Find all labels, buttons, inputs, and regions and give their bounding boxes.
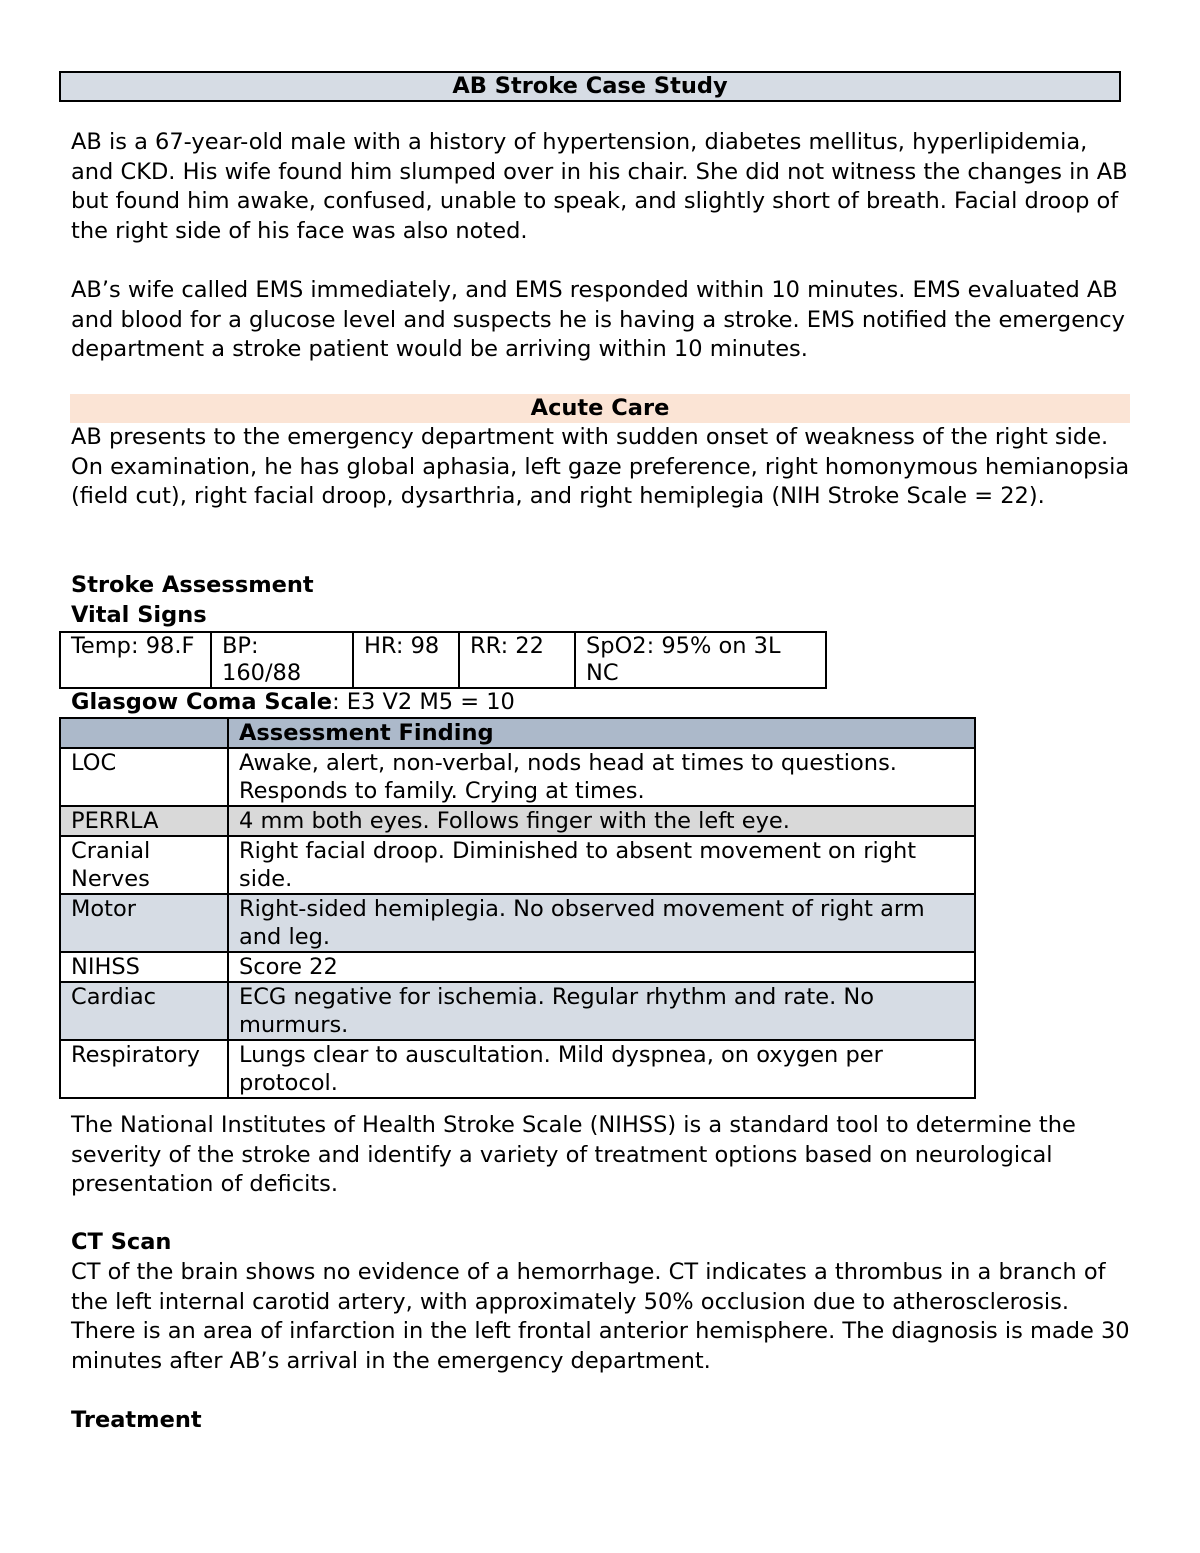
table-row [60, 806, 975, 836]
vital-temp: Temp: 98.F [60, 632, 211, 688]
table-row [60, 1040, 975, 1098]
table-row [60, 836, 975, 894]
row-label: Respiratory [60, 1040, 228, 1098]
gcs-value: : E3 V2 M5 = 10 [332, 689, 515, 715]
glasgow-coma-scale [71, 688, 515, 716]
ct-scan-paragraph: CT of the brain shows no evidence of a hemorrhage. CT indicates a thrombus in a branch of the left internal carotid artery, with approximately 50% occlusion due to atherosclerosis. There is an area of infarction in the left frontal anterior hemisphere. The diagnosis is made 30 minutes after AB’s arrival in the emergency department. [71, 1259, 1130, 1374]
row-label: NIHSS [60, 952, 228, 982]
acute-care-paragraph: AB presents to the emergency department with sudden onset of weakness of the right side. On examination, he has global aphasia, left gaze preference, right homonymous hemianopsia (field cut), right facial droop, dysarthria, and right hemiplegia (NIH Stroke Scale = 22). [71, 424, 1130, 509]
row-label: Motor [60, 894, 228, 952]
row-finding: Right-sided hemiplegia. No observed movement of right arm and leg. [228, 894, 975, 952]
table-row [60, 952, 975, 982]
intro-paragraph-1: AB is a 67-year-old male with a history of hypertension, diabetes mellitus, hyperlipidemia, and CKD. His wife found him slumped over in his chair. She did not witness the changes in AB but found him awake, confused, unable to speak, and slightly short of breath. Facial droop of the right side of his face was also noted. [71, 129, 1128, 244]
document-title: AB Stroke Case Study [59, 71, 1121, 102]
assessment-table [59, 717, 976, 1099]
vital-bp: BP: 160/88 [211, 632, 353, 688]
row-label: LOC [60, 748, 228, 806]
stroke-assessment-heading: Stroke Assessment [71, 572, 314, 598]
vital-spo2: SpO2: 95% on 3L NC [575, 632, 826, 688]
row-finding: 4 mm both eyes. Follows finger with the left eye. [228, 806, 975, 836]
intro-paragraph-2: AB’s wife called EMS immediately, and EMS responded within 10 minutes. EMS evaluated AB and blood for a glucose level and suspects he is having a stroke. EMS notified the emergency department a stroke patient would be arriving within 10 minutes. [71, 277, 1125, 362]
acute-care-heading: Acute Care [70, 394, 1130, 423]
table-row [60, 982, 975, 1040]
vital-rr: RR: 22 [459, 632, 575, 688]
table-row [60, 748, 975, 806]
row-label: PERRLA [60, 806, 228, 836]
row-finding: Lungs clear to auscultation. Mild dyspnea, on oxygen per protocol. [228, 1040, 975, 1098]
row-finding: ECG negative for ischemia. Regular rhythm and rate. No murmurs. [228, 982, 975, 1040]
assessment-header-blank [60, 718, 228, 748]
vital-signs-table [59, 631, 827, 689]
vital-signs-row [60, 632, 826, 688]
vital-signs-heading: Vital Signs [71, 602, 207, 628]
row-label: Cranial Nerves [60, 836, 228, 894]
nihss-paragraph: The National Institutes of Health Stroke Scale (NIHSS) is a standard tool to determine the severity of the stroke and identify a variety of treatment options based on neurological presentation of deficits. [71, 1112, 1076, 1197]
gcs-label: Glasgow Coma Scale [71, 689, 333, 715]
ct-scan-heading: CT Scan [71, 1229, 172, 1255]
row-label: Cardiac [60, 982, 228, 1040]
row-finding: Right facial droop. Diminished to absent movement on right side. [228, 836, 975, 894]
assessment-header-finding: Assessment Finding [228, 718, 975, 748]
row-finding: Score 22 [228, 952, 975, 982]
vital-hr: HR: 98 [353, 632, 459, 688]
assessment-header-row [60, 718, 975, 748]
row-finding: Awake, alert, non-verbal, nods head at times to questions. Responds to family. Crying at times. [228, 748, 975, 806]
table-row [60, 894, 975, 952]
treatment-heading: Treatment [71, 1407, 202, 1433]
